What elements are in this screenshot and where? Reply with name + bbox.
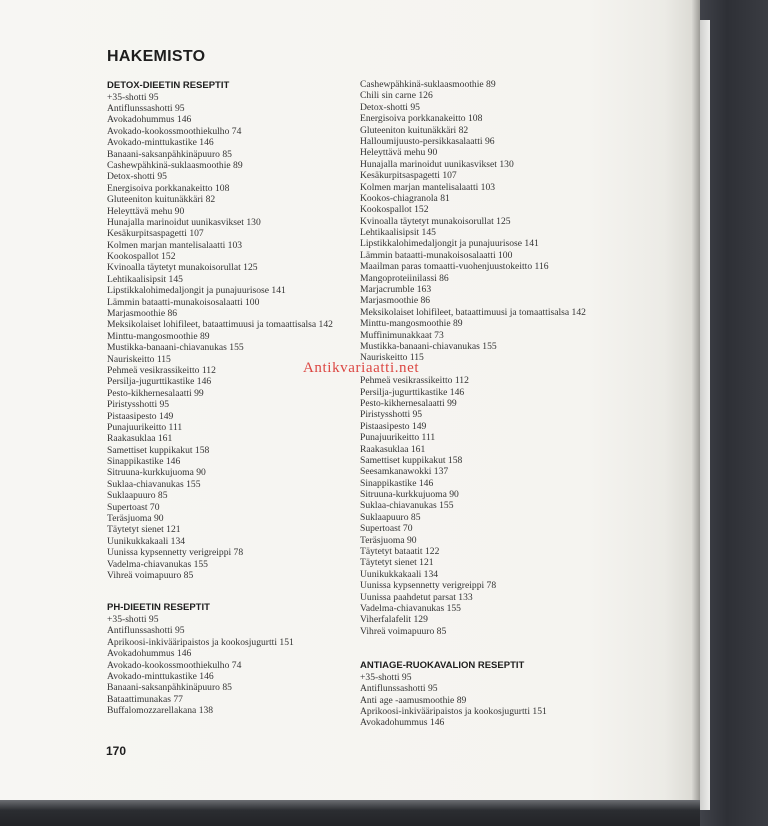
index-entry: Detox-shotti 95	[360, 101, 420, 113]
index-entry: Nauriskeitto 115	[360, 352, 424, 364]
index-entry: Mustikka-banaani-chiavanukas 155	[360, 340, 497, 352]
index-entry: +35-shotti 95	[107, 91, 159, 103]
index-entry: Anti age -aamusmoothie 89	[360, 694, 467, 706]
index-entry: Sitruuna-kurkkujuoma 90	[107, 467, 206, 479]
index-entry: Kookospallot 152	[107, 251, 176, 263]
index-entry: Supertoast 70	[360, 523, 413, 535]
index-entry: Uunissa kypsennetty verigreippi 78	[360, 580, 497, 592]
section-heading-ph: PH-DIEETIN RESEPTIT	[107, 602, 210, 614]
antiage-recipe-list	[360, 672, 610, 729]
section-heading-detox: DETOX-DIEETIN RESEPTIT	[107, 80, 230, 91]
index-entry: Lämmin bataatti-munakoisosalaatti 100	[107, 296, 260, 308]
index-entry: Suklaa-chiavanukas 155	[360, 500, 454, 512]
index-entry: Avokado-minttukastike 146	[107, 670, 214, 682]
index-entry: Detox-shotti 95	[107, 171, 167, 183]
page-number: 170	[106, 744, 127, 758]
ph-recipe-list	[107, 614, 357, 717]
index-entry: Uunissa paahdetut parsat 133	[360, 591, 473, 603]
index-entry: Halloumijuusto-persikkasalaatti 96	[360, 135, 495, 147]
index-entry: Banaani-saksanpähkinäpuuro 85	[107, 682, 232, 694]
page-edges	[700, 20, 710, 810]
index-entry: Minttu-mangosmoothie 89	[360, 318, 463, 330]
index-entry: Piristysshotti 95	[360, 409, 423, 421]
index-entry: Energisoiva porkkanakeitto 108	[107, 182, 230, 194]
index-entry: Suklaapuuro 85	[107, 490, 168, 502]
index-entry: Cashewpähkinä-suklaasmoothie 89	[107, 159, 243, 171]
index-entry: Banaani-saksanpähkinäpuuro 85	[107, 148, 232, 160]
detox-recipe-list-continued	[360, 79, 610, 637]
index-entry: Piristysshotti 95	[107, 399, 170, 411]
index-entry: Energisoiva porkkanakeitto 108	[360, 113, 483, 125]
index-entry: Punajuurikeitto 111	[360, 432, 436, 444]
index-entry: Aprikoosi-inkivääripaistos ja kookosjugurtti 151	[107, 636, 294, 648]
index-entry: Kesäkurpitsaspagetti 107	[107, 228, 204, 240]
index-entry: Hunajalla marinoidut uunikasvikset 130	[107, 216, 261, 228]
index-entry: Kesäkurpitsaspagetti 107	[360, 170, 457, 182]
index-entry: Gluteeniton kuitunäkkäri 82	[107, 194, 216, 206]
index-entry: Uunikukkakaali 134	[360, 568, 439, 580]
index-entry: Avokado-minttukastike 146	[107, 137, 214, 149]
index-entry: Pistaasipesto 149	[107, 410, 174, 422]
index-entry: Heleyttävä mehu 90	[360, 147, 438, 159]
index-entry: Buffalomozzarellakana 138	[107, 705, 214, 717]
index-entry: Kvinoalla täytetyt munakoisorullat 125	[107, 262, 258, 274]
index-entry: Lehtikaalisipsit 145	[107, 273, 183, 285]
book-bottom-edge	[0, 800, 700, 826]
index-entry: Suklaa-chiavanukas 155	[107, 478, 201, 490]
index-entry: Pesto-kikhernesalaatti 99	[360, 397, 457, 409]
index-entry: Uunissa kypsennetty verigreippi 78	[107, 547, 244, 559]
index-entry: Kookos-chiagranola 81	[360, 192, 450, 204]
index-entry: Samettiset kuppikakut 158	[107, 444, 210, 456]
index-entry: Sinappikastike 146	[360, 477, 434, 489]
index-entry: Vadelma-chiavanukas 155	[107, 558, 208, 570]
index-column-left	[107, 80, 357, 717]
index-entry: Raakasuklaa 161	[107, 433, 173, 445]
index-entry: Supertoast 70	[107, 501, 160, 513]
index-entry: Chili sin carne 126	[360, 90, 433, 102]
index-entry: Marjacrumble 163	[360, 284, 432, 296]
index-entry: Kvinoalla täytetyt munakoisorullat 125	[360, 215, 511, 227]
index-entry: Meksikolaiset lohifileet, bataattimuusi ja tomaattisalsa 142	[360, 306, 586, 318]
index-entry: Viherfalafelit 129	[360, 614, 428, 626]
index-entry: Marjasmoothie 86	[107, 308, 178, 320]
index-entry: Vihreä voimapuuro 85	[107, 570, 194, 581]
index-entry: Teräsjuoma 90	[107, 513, 164, 525]
index-entry: Marjasmoothie 86	[360, 295, 431, 307]
index-column-right	[360, 79, 610, 729]
index-entry: Uunikukkakaali 134	[107, 535, 186, 547]
index-entry: Raakasuklaa 161	[360, 443, 426, 455]
index-entry: Minttu-mangosmoothie 89	[107, 330, 210, 342]
index-entry: Täytetyt sienet 121	[107, 524, 181, 536]
index-entry: Lipstikkalohimedaljongit ja punajuurisose 141	[107, 285, 286, 297]
index-entry: Avokado-kookossmoothiekulho 74	[107, 659, 242, 671]
index-entry: Kolmen marjan mantelisalaatti 103	[107, 239, 243, 251]
index-entry: Täytetyt sienet 121	[360, 557, 434, 569]
section-heading-antiage: ANTIAGE-RUOKAVALION RESEPTIT	[360, 660, 525, 672]
index-entry: Persilja-jugurttikastike 146	[360, 386, 465, 398]
index-entry: +35-shotti 95	[360, 671, 412, 683]
index-entry: +35-shotti 95	[107, 613, 159, 625]
index-entry: Seesamkanawokki 137	[360, 466, 449, 478]
index-entry: Antiflunssashotti 95	[107, 625, 185, 637]
index-entry: Kolmen marjan mantelisalaatti 103	[360, 181, 496, 193]
index-title: HAKEMISTO	[107, 48, 206, 65]
index-entry: Teräsjuoma 90	[360, 534, 417, 546]
index-entry: Nauriskeitto 115	[107, 353, 171, 365]
index-entry: Hunajalla marinoidut uunikasvikset 130	[360, 158, 514, 170]
index-entry: Aprikoosi-inkivääripaistos ja kookosjugurtti 151	[360, 705, 547, 717]
index-entry: Pehmeä vesikrassikeitto 112	[360, 375, 469, 387]
index-entry: Kookospallot 152	[360, 204, 429, 216]
index-entry: Antiflunssashotti 95	[107, 102, 185, 114]
page-gutter	[692, 0, 700, 800]
index-entry: Pesto-kikhernesalaatti 99	[107, 387, 204, 399]
index-entry: Bataattimunakas 77	[107, 693, 183, 705]
index-entry: Mustikka-banaani-chiavanukas 155	[107, 342, 244, 354]
index-entry: Vadelma-chiavanukas 155	[360, 602, 461, 614]
index-entry: Täytetyt bataatit 122	[360, 546, 440, 558]
index-entry: Pistaasipesto 149	[360, 420, 427, 432]
index-entry: Samettiset kuppikakut 158	[360, 454, 463, 466]
index-entry: Persilja-jugurttikastike 146	[107, 376, 212, 388]
index-entry: Sinappikastike 146	[107, 456, 181, 468]
index-entry: Avokadohummus 146	[107, 114, 192, 126]
index-entry: Avokadohummus 146	[107, 648, 192, 660]
index-entry: Heleyttävä mehu 90	[107, 205, 185, 217]
index-entry: Lehtikaalisipsit 145	[360, 227, 436, 239]
index-entry: Punajuurikeitto 111	[107, 421, 183, 433]
index-entry: Lipstikkalohimedaljongit ja punajuurisose 141	[360, 238, 539, 250]
watermark-text: Antikvariaatti.net	[303, 360, 420, 376]
index-entry: Mangoproteiinilassi 86	[360, 272, 449, 284]
index-entry: Maailman paras tomaatti-vuohenjuustokeitto 116	[360, 261, 549, 273]
index-entry: Antiflunssashotti 95	[360, 683, 438, 695]
index-entry: Lämmin bataatti-munakoisosalaatti 100	[360, 249, 513, 261]
index-entry: Vihreä voimapuuro 85	[360, 625, 447, 637]
book-cover-edge	[700, 0, 768, 826]
index-entry: Avokadohummus 146	[360, 717, 445, 729]
index-entry: Pehmeä vesikrassikeitto 112	[107, 364, 216, 376]
index-entry: Sitruuna-kurkkujuoma 90	[360, 489, 459, 501]
index-entry: Suklaapuuro 85	[360, 511, 421, 523]
index-entry: Avokado-kookossmoothiekulho 74	[107, 125, 242, 137]
index-entry: Cashewpähkinä-suklaasmoothie 89	[360, 79, 496, 90]
index-entry: Meksikolaiset lohifileet, bataattimuusi ja tomaattisalsa 142	[107, 319, 333, 331]
index-entry: Gluteeniton kuitunäkkäri 82	[360, 124, 469, 136]
detox-recipe-list	[107, 92, 357, 582]
index-entry: Muffinimunakkaat 73	[360, 329, 444, 341]
